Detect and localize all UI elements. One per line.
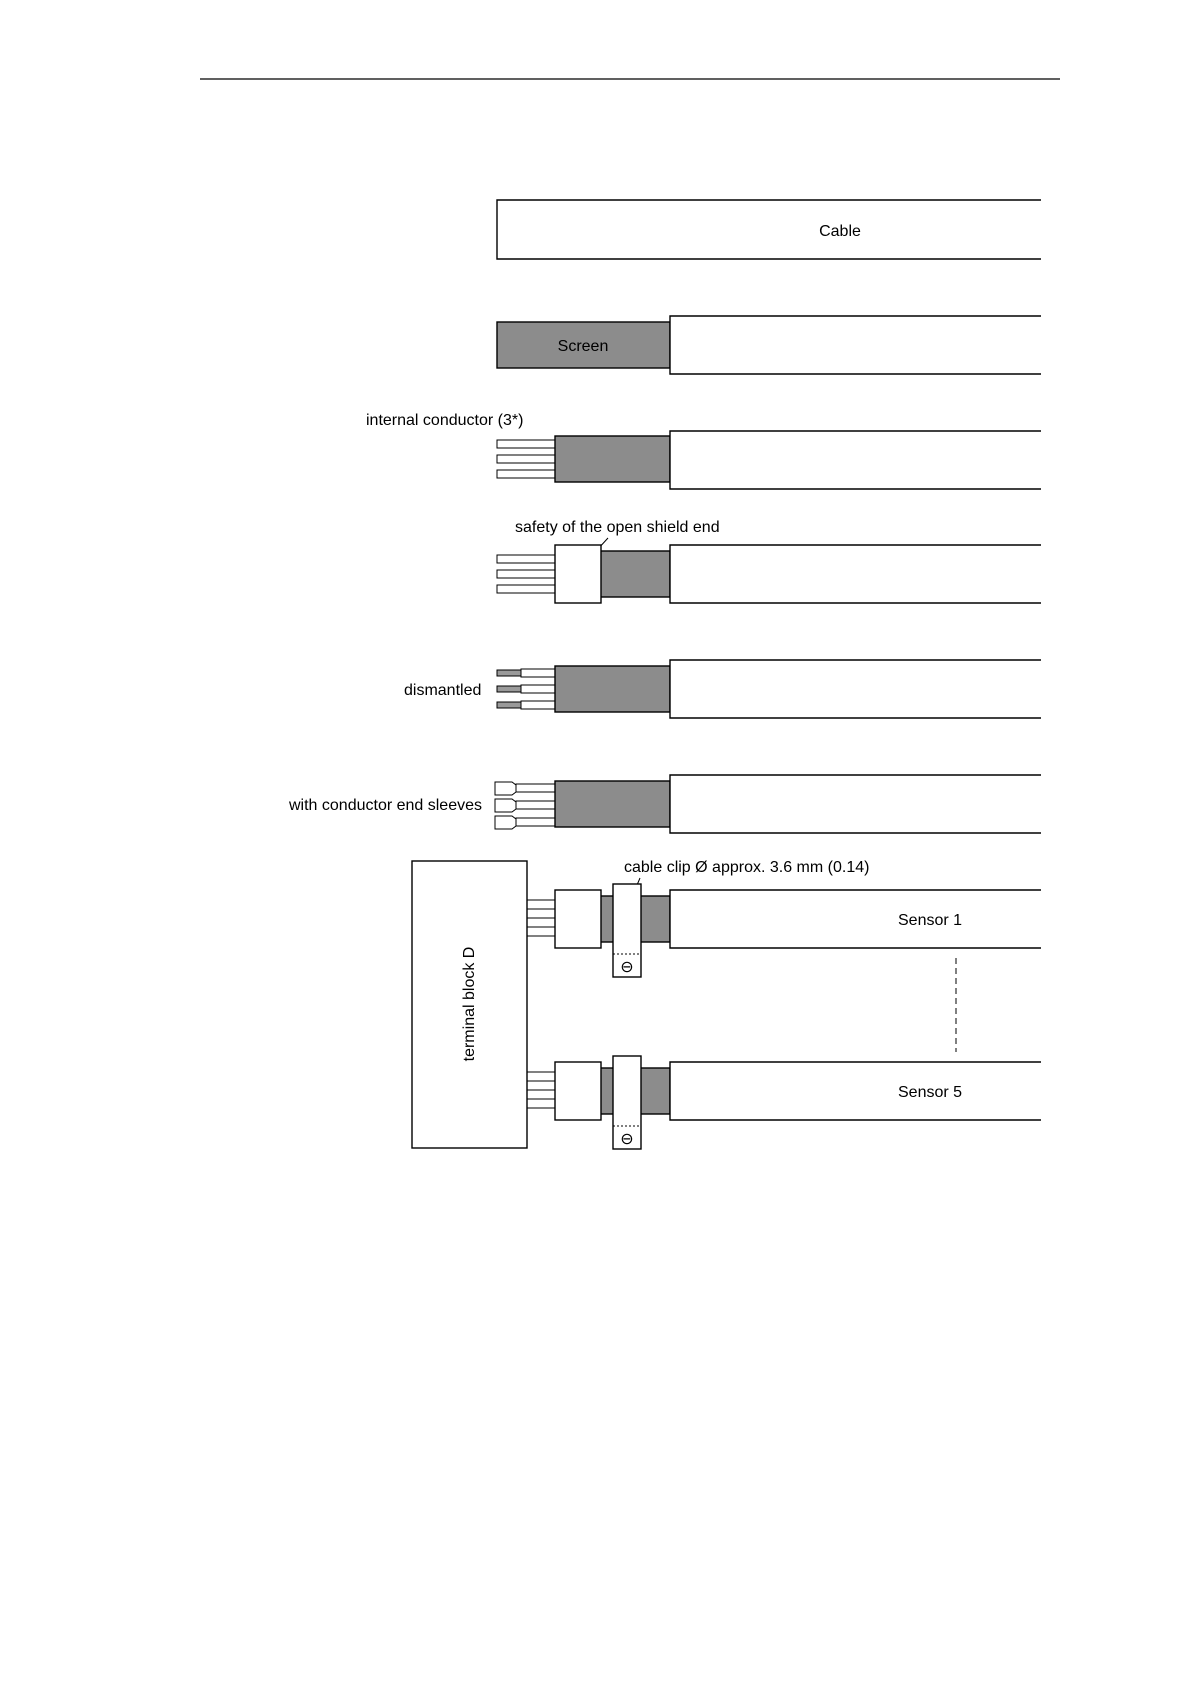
cable-jacket <box>670 775 1041 833</box>
cable-jacket <box>670 545 1041 603</box>
sensor-1-cable <box>527 884 1041 977</box>
clip-screw-icon: ⊖ <box>620 1131 634 1148</box>
sensor-5-label: Sensor 5 <box>898 1084 963 1101</box>
step-dismantled <box>404 660 1041 718</box>
cable-jacket <box>670 431 1041 489</box>
cable-jacket <box>670 660 1041 718</box>
screen-shield <box>555 436 670 482</box>
conductor-wire <box>516 801 555 809</box>
stripped-wire-end <box>497 670 521 676</box>
conductor-wire <box>497 585 555 593</box>
step-safety <box>497 519 1041 603</box>
conductor-wire <box>497 470 555 478</box>
shield-insulation-sleeve <box>555 545 601 603</box>
stripped-wire-end <box>497 686 521 692</box>
internal-conductor-label: internal conductor (3*) <box>366 412 524 429</box>
clip-screw-icon: ⊖ <box>620 959 634 976</box>
conductor-wire <box>497 440 555 448</box>
step-terminal-block <box>412 859 1041 1149</box>
conductor-wire <box>516 818 555 826</box>
sensor-1-label: Sensor 1 <box>898 912 963 929</box>
end-sleeve <box>495 816 516 829</box>
cable-jacket <box>670 316 1041 374</box>
cable-clip-label: cable clip Ø approx. 3.6 mm (0.14) <box>624 859 870 876</box>
step-screen <box>497 316 1041 374</box>
end-sleeve <box>495 782 516 795</box>
screen-shield <box>600 551 670 597</box>
conductor-wire <box>521 669 555 677</box>
shield-insulation-sleeve <box>555 1062 601 1120</box>
screen-shield <box>555 781 670 827</box>
conductor-wire <box>497 570 555 578</box>
terminal-block-label: terminal block D <box>461 946 478 1062</box>
conductor-wire <box>521 701 555 709</box>
dismantled-label: dismantled <box>404 682 482 699</box>
screen-label: Screen <box>557 338 609 355</box>
cable-jacket <box>670 1062 1041 1120</box>
stripped-wire-end <box>497 702 521 708</box>
cable-jacket <box>497 200 1041 259</box>
end-sleeve <box>495 799 516 812</box>
conductor-wire <box>497 455 555 463</box>
sensor-5-cable <box>527 1056 1041 1149</box>
safety-label: safety of the open shield end <box>515 519 720 536</box>
conductor-wire <box>521 685 555 693</box>
step-sleeves <box>288 775 1041 833</box>
conductor-wire <box>497 555 555 563</box>
cable-label: Cable <box>819 223 861 240</box>
conductor-wire <box>516 784 555 792</box>
sleeves-label: with conductor end sleeves <box>289 797 482 814</box>
step-internal-conductor <box>366 412 1041 489</box>
cable-jacket <box>670 890 1041 948</box>
shield-insulation-sleeve <box>555 890 601 948</box>
step-cable <box>497 200 1041 259</box>
screen-shield <box>555 666 670 712</box>
